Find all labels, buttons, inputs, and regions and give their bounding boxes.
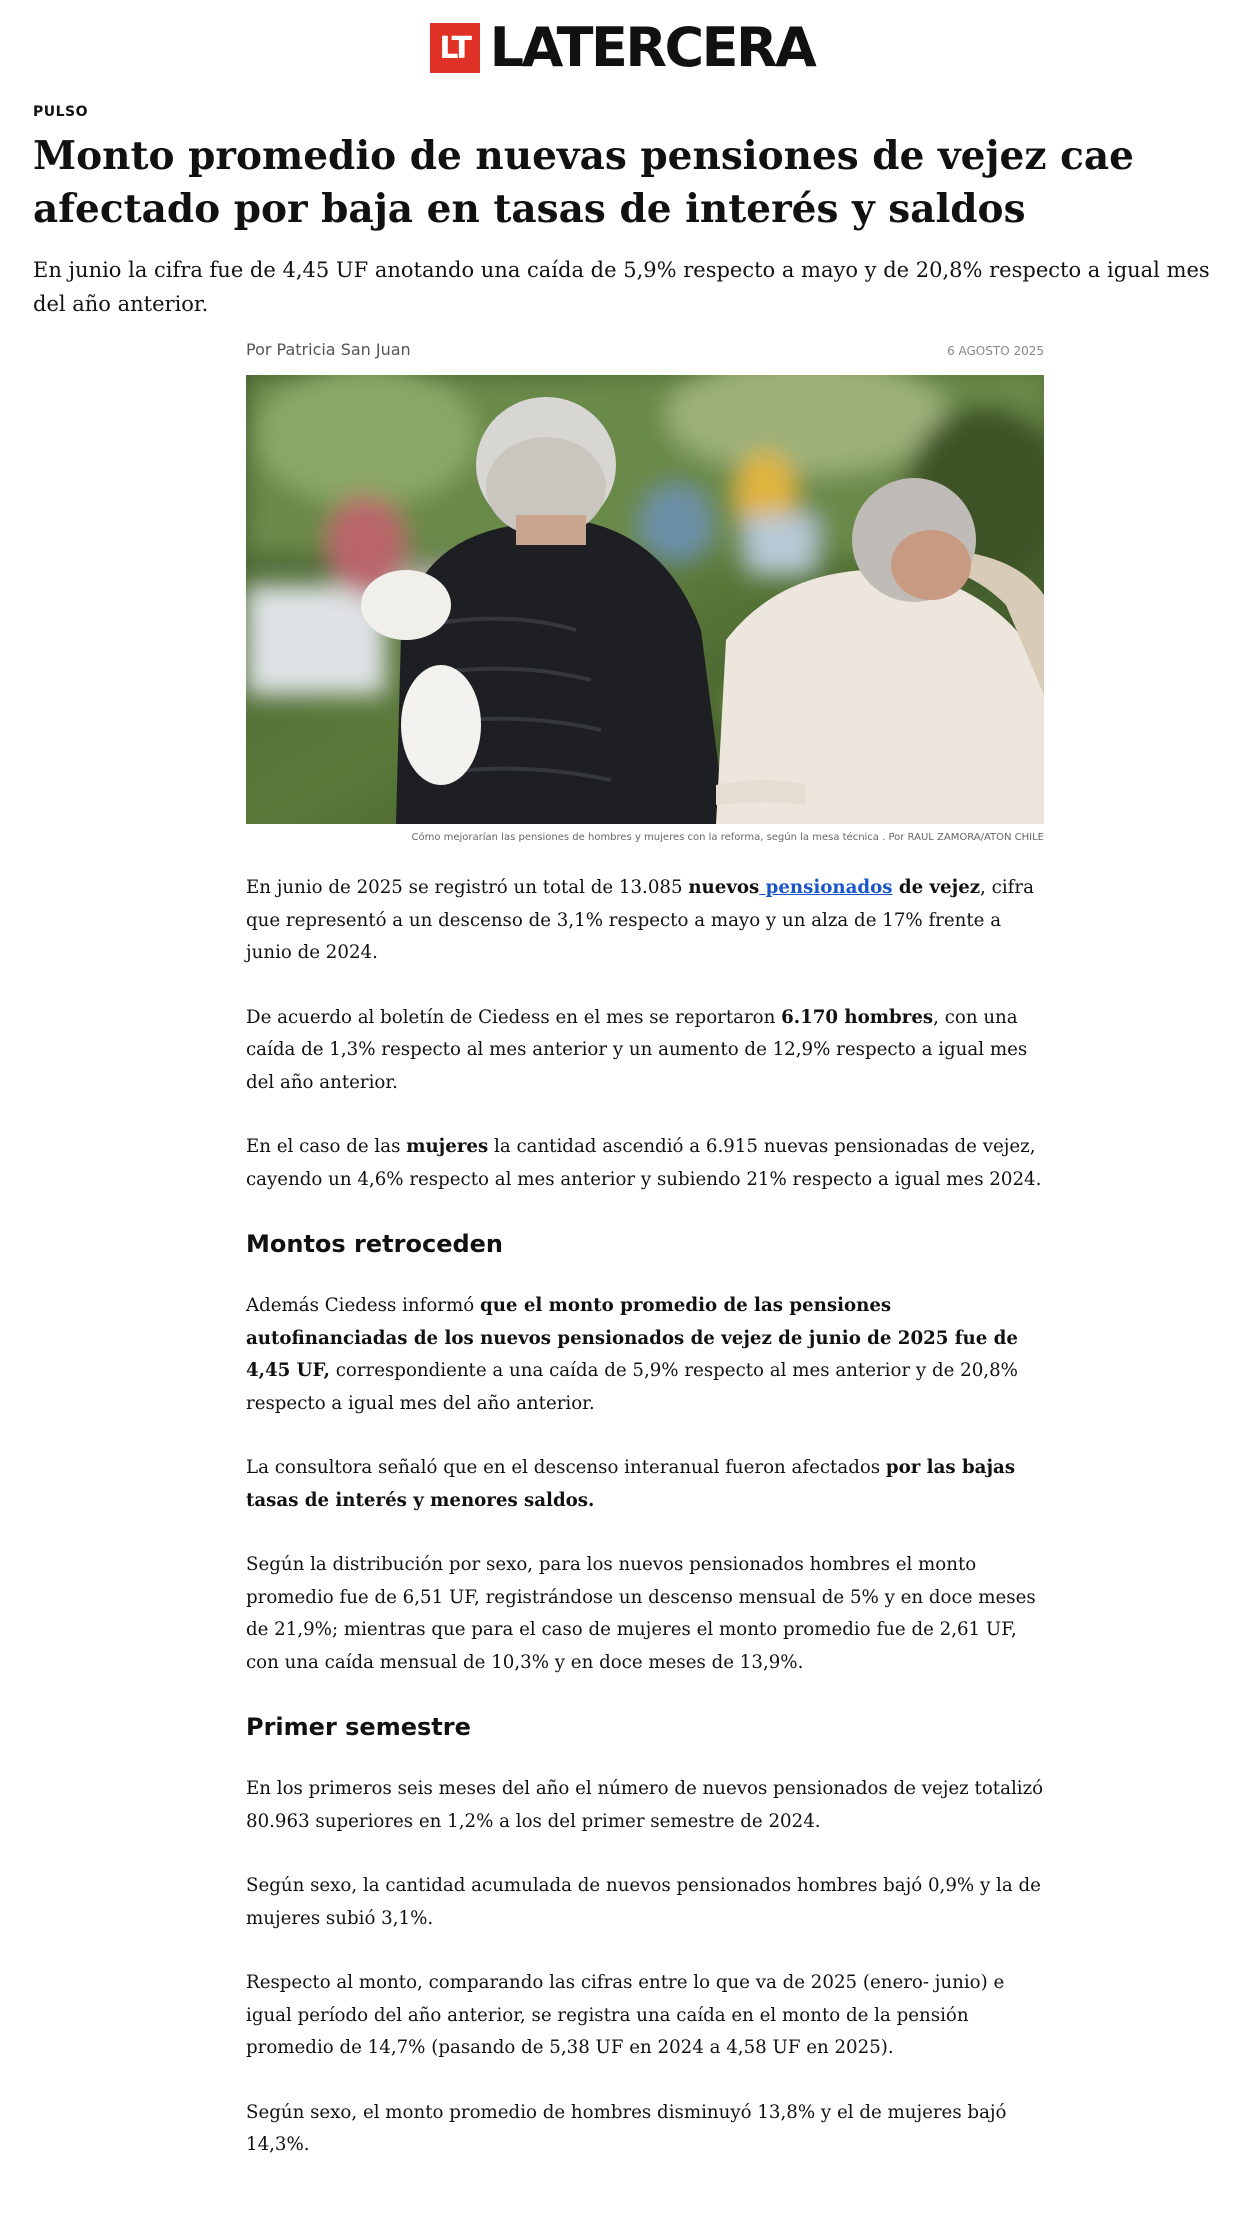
byline [246,340,1044,359]
p1-bold-a: nuevos [688,877,760,898]
paragraph-5 [246,1452,1046,1517]
p4-text-a: Además Ciedess informó [246,1295,480,1316]
subheading-montos: Montos retroceden [246,1230,504,1258]
p4-text-b: correspondiente a una caída de 5,9% respecto al mes anterior y de 20,8% respecto a igual mes del año anterior. [246,1360,1018,1414]
headline: Monto promedio de nuevas pensiones de vejez cae afectado por baja en tasas de interés y saldos [33,133,1134,232]
section-label[interactable]: PULSO [33,104,89,120]
lead-photo [246,375,1044,824]
p2-text-b: , con una caída de 1,3% respecto al mes anterior y un aumento de 12,9% respecto a igual mes del año anterior. [246,1006,1028,1093]
paragraph-7: En los primeros seis meses del año el número de nuevos pensionados de vejez totalizó 80.963 superiores en 1,2% a los del primer semestre de 2024. [246,1778,1044,1832]
paragraph-9: Respecto al monto, comparando las cifras entre lo que va de 2025 (enero- junio) e igual período del año anterior, se registra una caída en el monto de la pensión promedio de 14,7% (pasando de 5,38 UF en 2024 a 4,58 UF en 2025). [246,1972,1005,2058]
photo-caption: Cómo mejorarían las pensiones de hombres y mujeres con la reforma, según la mesa técnica . Por RAUL ZAMORA/ATON CHILE [411,832,1044,843]
article-body [246,872,1046,2194]
author-link[interactable]: Por Patricia San Juan [246,340,411,359]
masthead[interactable] [0,18,1244,78]
p1-bold-b: de vejez [892,877,981,898]
p2-bold: 6.170 hombres [781,1006,934,1028]
subheading-semestre: Primer semestre [246,1713,471,1741]
pensionados-link[interactable]: pensionados [759,877,893,898]
logo-mark[interactable]: LT [430,23,480,73]
p1-text-b: , cifra que representó a un descenso de 3,1% respecto a mayo y un alza de 17% frente a junio de 2024. [246,877,1034,963]
paragraph-3 [246,1131,1046,1196]
p1-text-a: En junio de 2025 se registró un total de 13.085 [246,877,689,898]
paragraph-10: Según sexo, el monto promedio de hombres disminuyó 13,8% y el de mujeres bajó 14,3%. [246,2101,1007,2155]
p2-text-a: De acuerdo al boletín de Ciedess en el mes se reportaron [246,1006,782,1028]
deck: En junio la cifra fue de 4,45 UF anotando una caída de 5,9% respecto a mayo y de 20,8% respecto a igual mes del año anterior. [33,258,1210,316]
p3-text-b: la cantidad ascendió a 6.915 nuevas pensionadas de vejez, cayendo un 4,6% respecto al mes anterior y subiendo 21% respecto a igual mes 2024. [246,1136,1042,1190]
paragraph-6: Según la distribución por sexo, para los nuevos pensionados hombres el monto promedio fue de 6,51 UF, registrándose un descenso mensual de 5% y en doce meses de 21,9%; mientras que para el caso de mujeres el monto promedio fue de 2,61 UF, con una caída mensual de 10,3% y en doce meses de 13,9%. [246,1554,1036,1673]
paragraph-8: Según sexo, la cantidad acumulada de nuevos pensionados hombres bajó 0,9% y la de mujeres subió 3,1%. [246,1875,1041,1929]
lead-photo-image [246,375,1044,824]
p4-bold: que el monto promedio de las pensiones autofinanciadas de los nuevos pensionados de vejez de junio de 2025 fue de 4,45 UF, [246,1295,1018,1381]
p3-text-a: En el caso de las [246,1136,407,1157]
paragraph-2 [246,1002,1046,1100]
p5-text-a: La consultora señaló que en el descenso interanual fueron afectados [246,1457,886,1478]
publish-date: 6 AGOSTO 2025 [947,344,1044,358]
paragraph-4 [246,1290,1046,1420]
p5-bold: por las bajas tasas de interés y menores saldos. [246,1457,1016,1511]
logo-wordmark[interactable]: LATERCERA [489,16,815,79]
p3-bold: mujeres [406,1136,489,1157]
paragraph-1 [246,872,1046,970]
